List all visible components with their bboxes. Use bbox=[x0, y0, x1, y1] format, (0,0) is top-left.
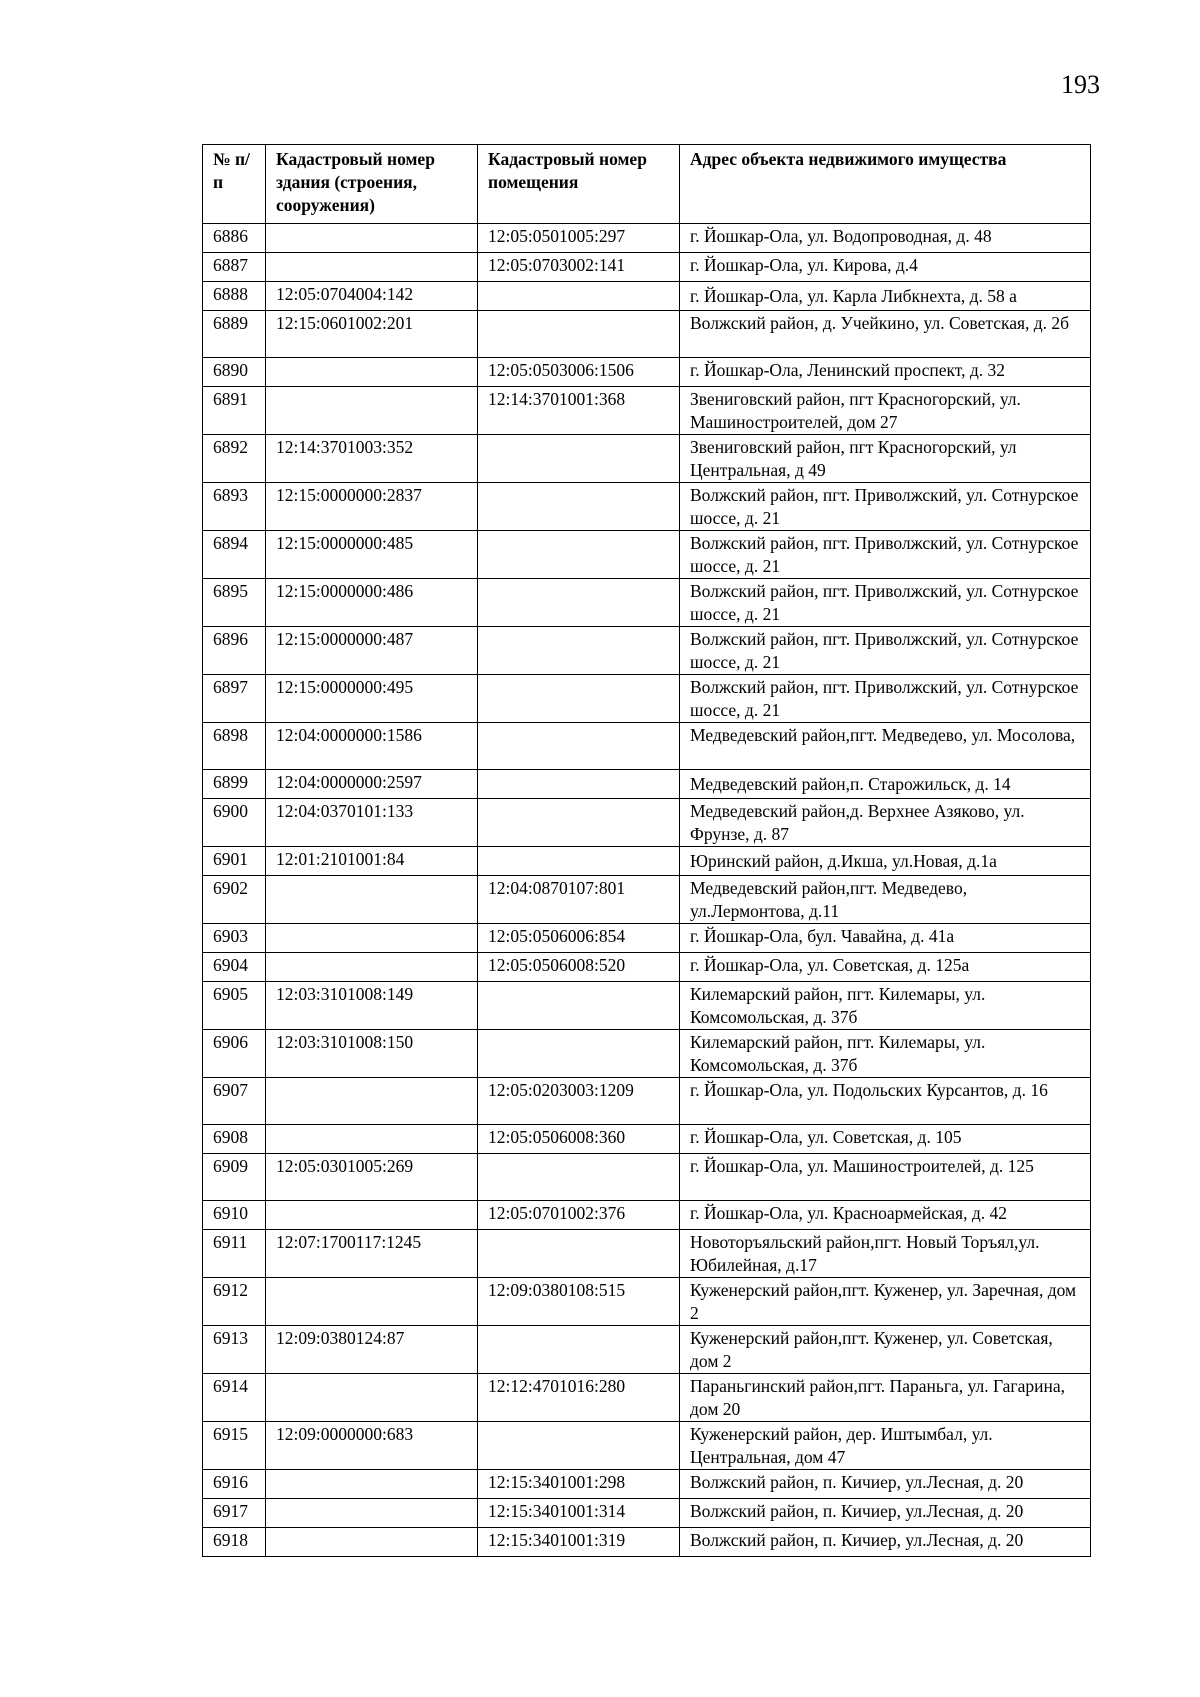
table-row bbox=[203, 982, 1091, 1030]
room-cadastral-cell: 12:04:0870107:801 bbox=[478, 876, 680, 924]
table-row bbox=[203, 1422, 1091, 1470]
row-number-cell: 6915 bbox=[203, 1422, 266, 1470]
row-number-cell: 6907 bbox=[203, 1078, 266, 1125]
address-cell: Новоторъяльский район,пгт. Новый Торъял,ул. Юбилейная, д.17 bbox=[680, 1230, 1091, 1278]
address-cell: Куженерский район,пгт. Куженер, ул. Советская, дом 2 bbox=[680, 1326, 1091, 1374]
building-cadastral-cell bbox=[266, 1278, 478, 1326]
address-cell: г. Йошкар-Ола, ул. Кирова, д.4 bbox=[680, 253, 1091, 282]
address-cell: Куженерский район, дер. Иштымбал, ул. Центральная, дом 47 bbox=[680, 1422, 1091, 1470]
building-cadastral-cell: 12:03:3101008:150 bbox=[266, 1030, 478, 1078]
building-cadastral-cell: 12:01:2101001:84 bbox=[266, 847, 478, 876]
address-cell: Куженерский район,пгт. Куженер, ул. Заречная, дом 2 bbox=[680, 1278, 1091, 1326]
row-number-cell: 6895 bbox=[203, 579, 266, 627]
room-cadastral-cell bbox=[478, 1422, 680, 1470]
room-cadastral-cell bbox=[478, 847, 680, 876]
room-cadastral-cell: 12:05:0703002:141 bbox=[478, 253, 680, 282]
address-cell: г. Йошкар-Ола, ул. Красноармейская, д. 42 bbox=[680, 1201, 1091, 1230]
table-row bbox=[203, 723, 1091, 770]
row-number-cell: 6889 bbox=[203, 311, 266, 358]
table-row bbox=[203, 1125, 1091, 1154]
building-cadastral-cell: 12:03:3101008:149 bbox=[266, 982, 478, 1030]
row-number-cell: 6898 bbox=[203, 723, 266, 770]
row-number-cell: 6912 bbox=[203, 1278, 266, 1326]
building-cadastral-cell bbox=[266, 224, 478, 253]
table-row bbox=[203, 358, 1091, 387]
table-row bbox=[203, 435, 1091, 483]
address-cell: г. Йошкар-Ола, ул. Водопроводная, д. 48 bbox=[680, 224, 1091, 253]
row-number-cell: 6900 bbox=[203, 799, 266, 847]
table-row bbox=[203, 311, 1091, 358]
row-number-cell: 6911 bbox=[203, 1230, 266, 1278]
building-cadastral-cell: 12:15:0000000:2837 bbox=[266, 483, 478, 531]
room-cadastral-cell bbox=[478, 1326, 680, 1374]
room-cadastral-cell bbox=[478, 1030, 680, 1078]
building-cadastral-cell bbox=[266, 1078, 478, 1125]
address-cell: Звениговский район, пгт Красногорский, ул. Машиностроителей, дом 27 bbox=[680, 387, 1091, 435]
room-cadastral-cell: 12:05:0506006:854 bbox=[478, 924, 680, 953]
row-number-cell: 6906 bbox=[203, 1030, 266, 1078]
room-cadastral-cell: 12:14:3701001:368 bbox=[478, 387, 680, 435]
table-row bbox=[203, 1326, 1091, 1374]
address-cell: Волжский район, п. Кичиер, ул.Лесная, д. 20 bbox=[680, 1499, 1091, 1528]
table-row bbox=[203, 483, 1091, 531]
table-header-row bbox=[203, 145, 1091, 224]
room-cadastral-cell bbox=[478, 627, 680, 675]
room-cadastral-cell bbox=[478, 531, 680, 579]
room-cadastral-cell bbox=[478, 1154, 680, 1201]
building-cadastral-cell: 12:15:0601002:201 bbox=[266, 311, 478, 358]
table-row bbox=[203, 531, 1091, 579]
row-number-cell: 6887 bbox=[203, 253, 266, 282]
page-number: 193 bbox=[1061, 70, 1100, 99]
table-row bbox=[203, 1528, 1091, 1557]
row-number-cell: 6914 bbox=[203, 1374, 266, 1422]
address-cell: Волжский район, пгт. Приволжский, ул. Сотнурское шоссе, д. 21 bbox=[680, 531, 1091, 579]
address-cell: Волжский район, п. Кичиер, ул.Лесная, д. 20 bbox=[680, 1470, 1091, 1499]
row-number-cell: 6904 bbox=[203, 953, 266, 982]
address-cell: г. Йошкар-Ола, бул. Чавайна, д. 41а bbox=[680, 924, 1091, 953]
table-row bbox=[203, 953, 1091, 982]
address-cell: Килемарский район, пгт. Килемары, ул. Комсомольская, д. 37б bbox=[680, 1030, 1091, 1078]
row-number-cell: 6909 bbox=[203, 1154, 266, 1201]
building-cadastral-cell bbox=[266, 924, 478, 953]
room-cadastral-cell: 12:05:0503006:1506 bbox=[478, 358, 680, 387]
row-number-cell: 6918 bbox=[203, 1528, 266, 1557]
table-row bbox=[203, 770, 1091, 799]
table-row bbox=[203, 1078, 1091, 1125]
room-cadastral-cell: 12:15:3401001:319 bbox=[478, 1528, 680, 1557]
row-number-cell: 6902 bbox=[203, 876, 266, 924]
table-row bbox=[203, 1470, 1091, 1499]
row-number-cell: 6897 bbox=[203, 675, 266, 723]
address-cell: Волжский район, пгт. Приволжский, ул. Сотнурское шоссе, д. 21 bbox=[680, 579, 1091, 627]
building-cadastral-cell: 12:04:0000000:1586 bbox=[266, 723, 478, 770]
row-number-cell: 6891 bbox=[203, 387, 266, 435]
address-cell: Медведевский район,пгт. Медведево, ул. Мосолова, bbox=[680, 723, 1091, 770]
row-number-cell: 6890 bbox=[203, 358, 266, 387]
row-number-cell: 6905 bbox=[203, 982, 266, 1030]
table-row bbox=[203, 847, 1091, 876]
room-cadastral-cell bbox=[478, 311, 680, 358]
row-number-cell: 6896 bbox=[203, 627, 266, 675]
building-cadastral-cell: 12:15:0000000:495 bbox=[266, 675, 478, 723]
building-cadastral-cell: 12:09:0380124:87 bbox=[266, 1326, 478, 1374]
address-cell: г. Йошкар-Ола, Ленинский проспект, д. 32 bbox=[680, 358, 1091, 387]
table-row bbox=[203, 627, 1091, 675]
row-number-cell: 6913 bbox=[203, 1326, 266, 1374]
table-row bbox=[203, 1030, 1091, 1078]
row-number-cell: 6893 bbox=[203, 483, 266, 531]
table-row bbox=[203, 1201, 1091, 1230]
room-cadastral-cell: 12:05:0506008:360 bbox=[478, 1125, 680, 1154]
building-cadastral-cell: 12:04:0000000:2597 bbox=[266, 770, 478, 799]
building-cadastral-cell: 12:15:0000000:486 bbox=[266, 579, 478, 627]
building-cadastral-cell bbox=[266, 1470, 478, 1499]
property-registry-table bbox=[202, 144, 1091, 1557]
address-cell: Волжский район, пгт. Приволжский, ул. Сотнурское шоссе, д. 21 bbox=[680, 627, 1091, 675]
table-row bbox=[203, 675, 1091, 723]
address-cell: Медведевский район,п. Старожильск, д. 14 bbox=[680, 770, 1091, 799]
row-number-cell: 6901 bbox=[203, 847, 266, 876]
table-row bbox=[203, 253, 1091, 282]
building-cadastral-cell bbox=[266, 1125, 478, 1154]
building-cadastral-cell bbox=[266, 1201, 478, 1230]
header-address: Адрес объекта недвижимого имущества bbox=[680, 145, 1091, 224]
building-cadastral-cell bbox=[266, 253, 478, 282]
address-cell: Медведевский район,пгт. Медведево, ул.Лермонтова, д.11 bbox=[680, 876, 1091, 924]
row-number-cell: 6886 bbox=[203, 224, 266, 253]
address-cell: Юринский район, д.Икша, ул.Новая, д.1а bbox=[680, 847, 1091, 876]
row-number-cell: 6894 bbox=[203, 531, 266, 579]
room-cadastral-cell bbox=[478, 982, 680, 1030]
header-building-cadastral: Кадастровый номер здания (строения, сооружения) bbox=[266, 145, 478, 224]
row-number-cell: 6916 bbox=[203, 1470, 266, 1499]
address-cell: Волжский район, д. Учейкино, ул. Советская, д. 2б bbox=[680, 311, 1091, 358]
row-number-cell: 6910 bbox=[203, 1201, 266, 1230]
building-cadastral-cell bbox=[266, 358, 478, 387]
row-number-cell: 6888 bbox=[203, 282, 266, 311]
row-number-cell: 6917 bbox=[203, 1499, 266, 1528]
building-cadastral-cell bbox=[266, 876, 478, 924]
address-cell: Волжский район, п. Кичиер, ул.Лесная, д. 20 bbox=[680, 1528, 1091, 1557]
address-cell: г. Йошкар-Ола, ул. Карла Либкнехта, д. 58 а bbox=[680, 282, 1091, 311]
address-cell: г. Йошкар-Ола, ул. Советская, д. 105 bbox=[680, 1125, 1091, 1154]
room-cadastral-cell: 12:05:0501005:297 bbox=[478, 224, 680, 253]
room-cadastral-cell bbox=[478, 435, 680, 483]
table-row bbox=[203, 579, 1091, 627]
building-cadastral-cell bbox=[266, 1499, 478, 1528]
address-cell: г. Йошкар-Ола, ул. Подольских Курсантов, д. 16 bbox=[680, 1078, 1091, 1125]
table-row bbox=[203, 1374, 1091, 1422]
room-cadastral-cell: 12:15:3401001:298 bbox=[478, 1470, 680, 1499]
building-cadastral-cell: 12:14:3701003:352 bbox=[266, 435, 478, 483]
table-row bbox=[203, 1499, 1091, 1528]
room-cadastral-cell bbox=[478, 799, 680, 847]
room-cadastral-cell: 12:12:4701016:280 bbox=[478, 1374, 680, 1422]
room-cadastral-cell: 12:05:0506008:520 bbox=[478, 953, 680, 982]
address-cell: Медведевский район,д. Верхнее Азяково, ул. Фрунзе, д. 87 bbox=[680, 799, 1091, 847]
table-row bbox=[203, 224, 1091, 253]
address-cell: г. Йошкар-Ола, ул. Советская, д. 125а bbox=[680, 953, 1091, 982]
address-cell: Килемарский район, пгт. Килемары, ул. Комсомольская, д. 37б bbox=[680, 982, 1091, 1030]
building-cadastral-cell bbox=[266, 1528, 478, 1557]
building-cadastral-cell: 12:15:0000000:485 bbox=[266, 531, 478, 579]
address-cell: Параньгинский район,пгт. Параньга, ул. Гагарина, дом 20 bbox=[680, 1374, 1091, 1422]
table-body bbox=[203, 224, 1091, 1557]
address-cell: Волжский район, пгт. Приволжский, ул. Сотнурское шоссе, д. 21 bbox=[680, 675, 1091, 723]
table-row bbox=[203, 1278, 1091, 1326]
building-cadastral-cell bbox=[266, 1374, 478, 1422]
header-room-cadastral: Кадастровый номер помещения bbox=[478, 145, 680, 224]
table-row bbox=[203, 924, 1091, 953]
header-number: № п/п bbox=[203, 145, 266, 224]
row-number-cell: 6899 bbox=[203, 770, 266, 799]
room-cadastral-cell bbox=[478, 675, 680, 723]
building-cadastral-cell: 12:04:0370101:133 bbox=[266, 799, 478, 847]
room-cadastral-cell: 12:09:0380108:515 bbox=[478, 1278, 680, 1326]
room-cadastral-cell: 12:15:3401001:314 bbox=[478, 1499, 680, 1528]
room-cadastral-cell bbox=[478, 723, 680, 770]
table-row bbox=[203, 876, 1091, 924]
room-cadastral-cell bbox=[478, 1230, 680, 1278]
table-row bbox=[203, 282, 1091, 311]
room-cadastral-cell: 12:05:0701002:376 bbox=[478, 1201, 680, 1230]
address-cell: Звениговский район, пгт Красногорский, ул Центральная, д 49 bbox=[680, 435, 1091, 483]
row-number-cell: 6892 bbox=[203, 435, 266, 483]
room-cadastral-cell bbox=[478, 579, 680, 627]
building-cadastral-cell: 12:09:0000000:683 bbox=[266, 1422, 478, 1470]
row-number-cell: 6908 bbox=[203, 1125, 266, 1154]
row-number-cell: 6903 bbox=[203, 924, 266, 953]
building-cadastral-cell: 12:07:1700117:1245 bbox=[266, 1230, 478, 1278]
room-cadastral-cell: 12:05:0203003:1209 bbox=[478, 1078, 680, 1125]
room-cadastral-cell bbox=[478, 282, 680, 311]
building-cadastral-cell: 12:05:0301005:269 bbox=[266, 1154, 478, 1201]
address-cell: Волжский район, пгт. Приволжский, ул. Сотнурское шоссе, д. 21 bbox=[680, 483, 1091, 531]
building-cadastral-cell: 12:05:0704004:142 bbox=[266, 282, 478, 311]
room-cadastral-cell bbox=[478, 483, 680, 531]
address-cell: г. Йошкар-Ола, ул. Машиностроителей, д. 125 bbox=[680, 1154, 1091, 1201]
building-cadastral-cell bbox=[266, 953, 478, 982]
building-cadastral-cell bbox=[266, 387, 478, 435]
table-row bbox=[203, 387, 1091, 435]
building-cadastral-cell: 12:15:0000000:487 bbox=[266, 627, 478, 675]
table-row bbox=[203, 1230, 1091, 1278]
table-row bbox=[203, 799, 1091, 847]
table-row bbox=[203, 1154, 1091, 1201]
room-cadastral-cell bbox=[478, 770, 680, 799]
